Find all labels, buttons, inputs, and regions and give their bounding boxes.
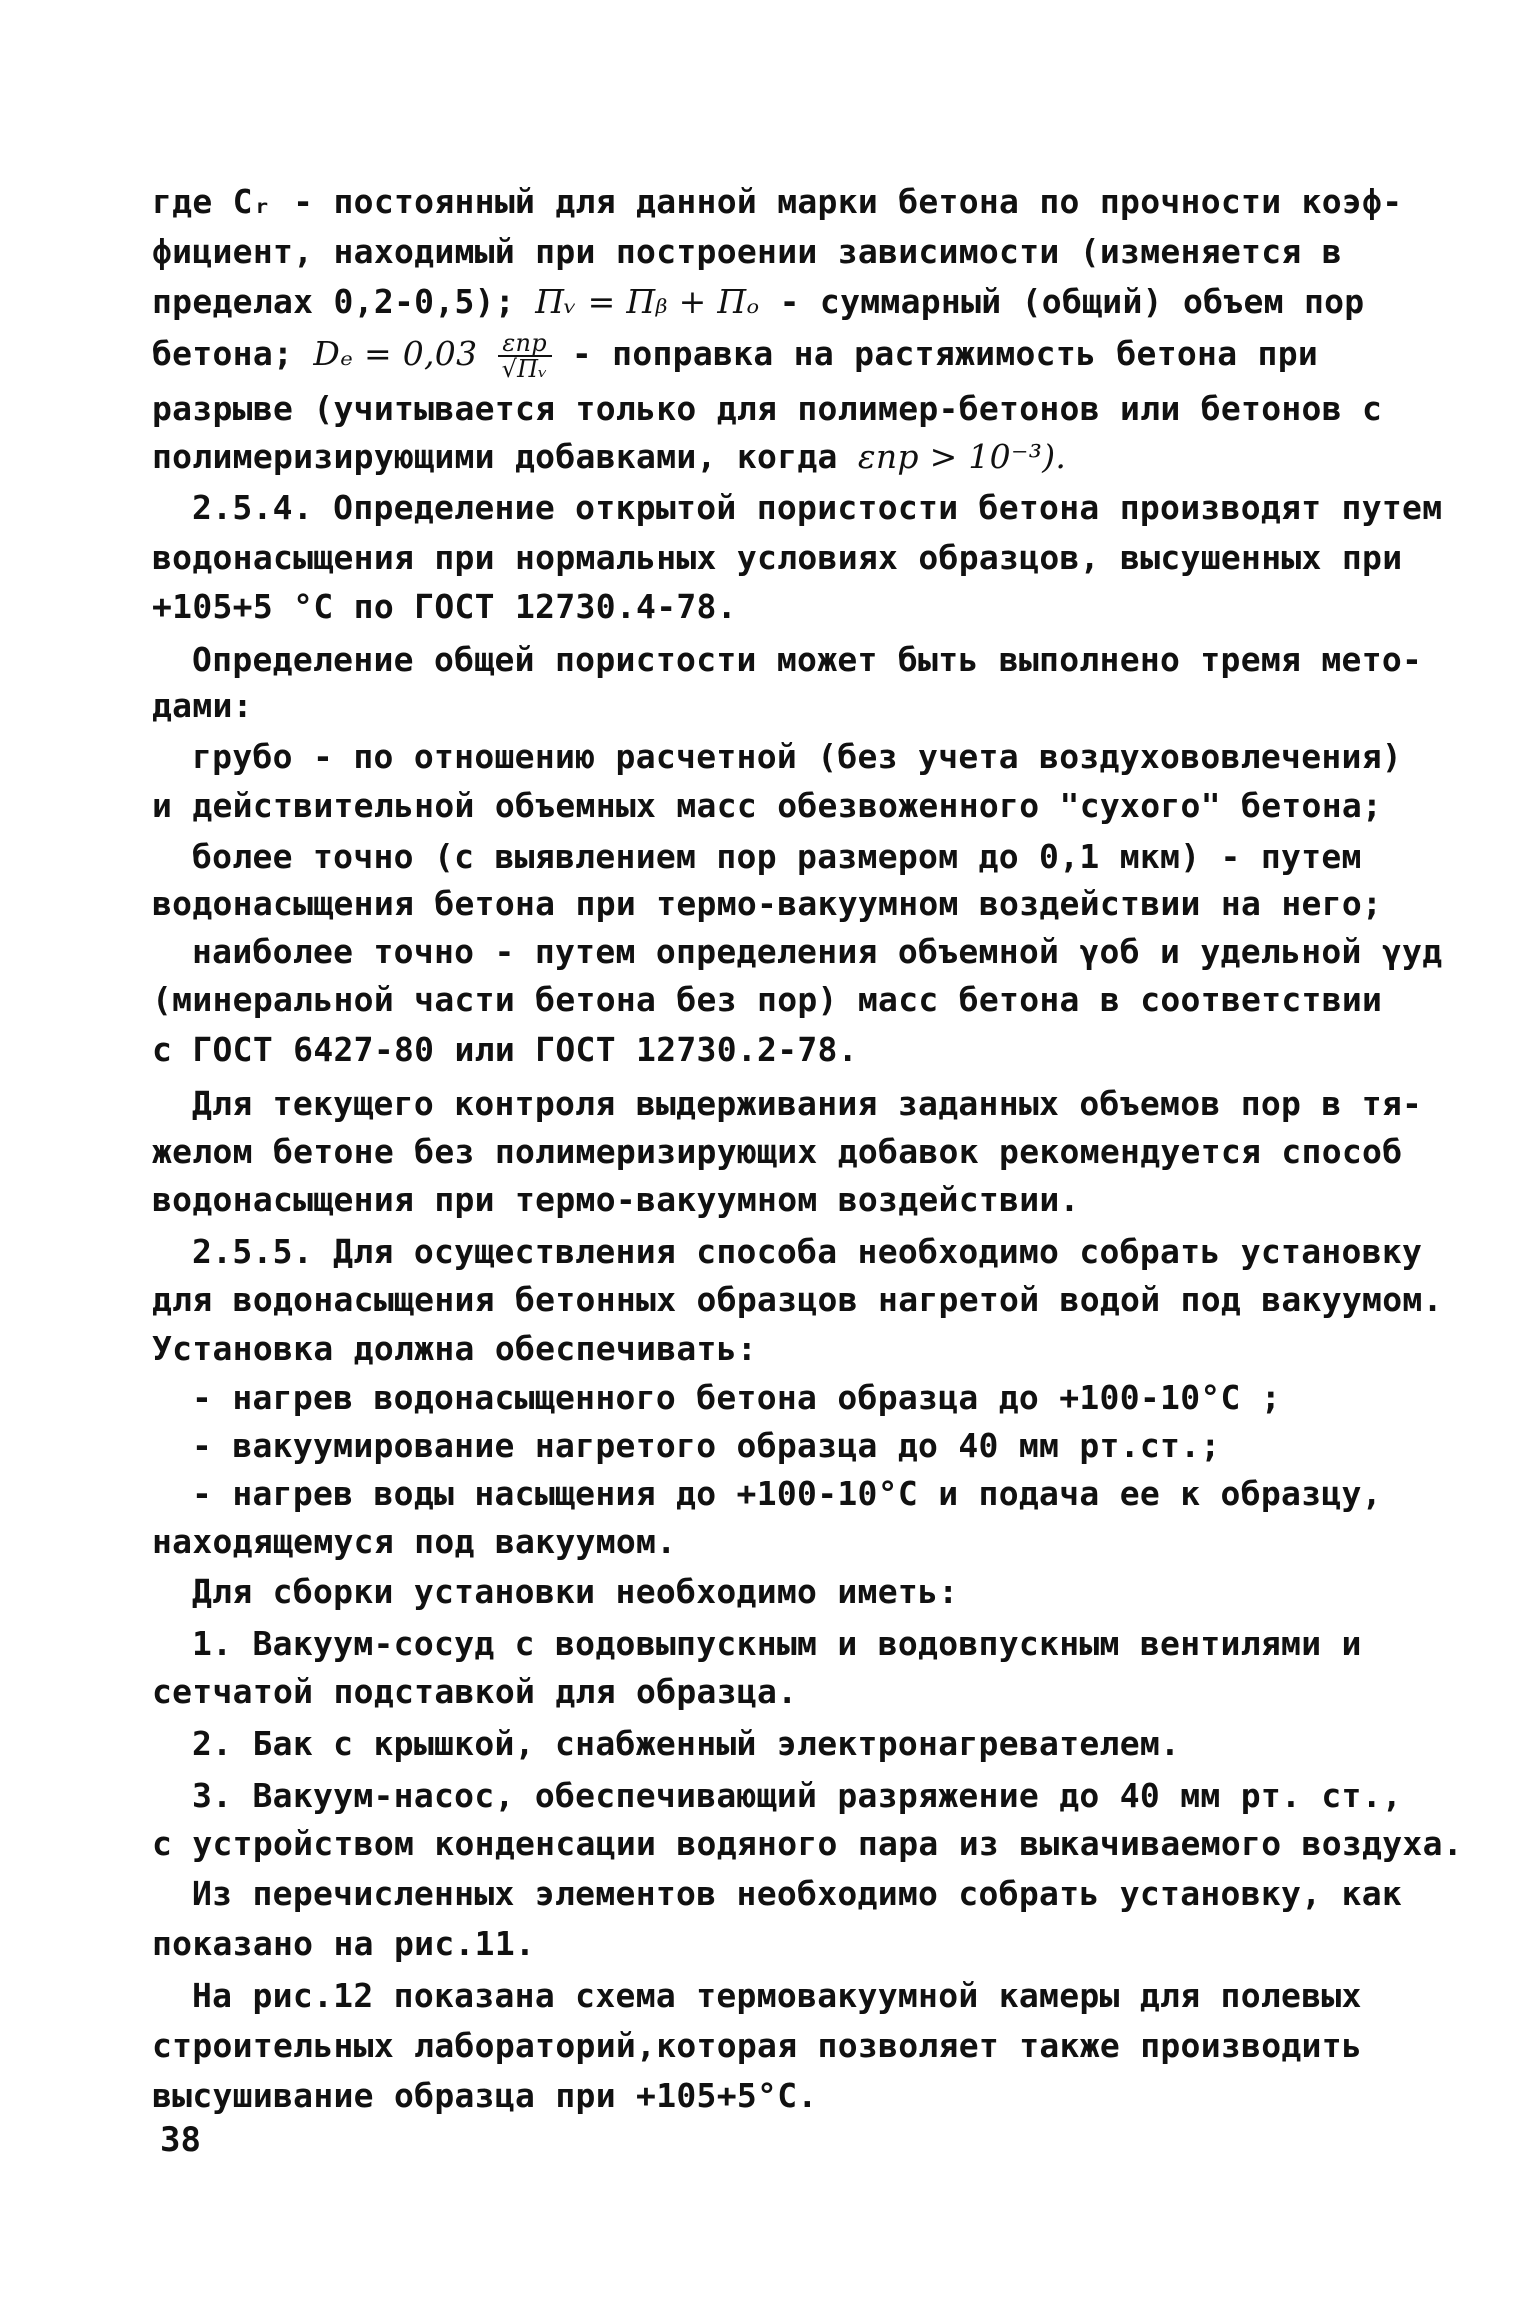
section-2-5-4-line-2: водонасыщения при нормальных условиях образцов, высушенных при [152,538,1403,577]
control-line-3: водонасыщения при термо-вакуумном воздействии. [152,1180,1080,1219]
control-line-2: желом бетоне без полимеризирующих добавок рекомендуется способ [152,1132,1403,1171]
section-2-5-4-line-1: 2.5.4. Определение открытой пористости бетона производят путем [192,488,1443,527]
more-precise-method-line-2: водонасыщения бетона при термо-вакуумном воздействии на него; [152,884,1383,923]
definition-line-1: где Сᵣ - постоянный для данной марки бетона по прочности коэф- [152,182,1403,221]
assemble-instruction-line-2: показано на рис.11. [152,1924,536,1963]
definition-line-6 [152,433,1066,481]
figure-note-line-1: На рис.12 показана схема термовакуумной камеры для полевых [192,1976,1362,2015]
requirement-water-heating-line-1: - нагрев воды насыщения до +100-10°С и подача ее к образцу, [192,1474,1382,1513]
definition-line-3-prefix: пределах 0,2-0,5); [152,282,516,321]
assembly-item-2: 2. Бак с крышкой, снабженный электронагревателем. [192,1724,1181,1763]
most-precise-method-line-3: с ГОСТ 6427-80 или ГОСТ 12730.2-78. [152,1030,858,1069]
rough-method-line-1: грубо - по отношению расчетной (без учета воздухововлечения) [192,737,1403,776]
section-2-5-5-line-1: 2.5.5. Для осуществления способа необходимо собрать установку [192,1232,1423,1271]
most-precise-method-line-2: (минеральной части бетона без пор) масс бетона в соответствии [152,980,1383,1019]
definition-line-3-suffix: - суммарный (общий) объем пор [779,282,1365,321]
control-line-1: Для текущего контроля выдерживания заданных объемов пор в тя- [192,1084,1423,1123]
definition-line-2: фициент, находимый при построении зависимости (изменяется в [152,232,1342,271]
correction-formula-lhs: Dₑ = 0,03 [313,334,478,373]
section-2-5-5-line-2: для водонасыщения бетонных образцов нагретой водой под вакуумом. [152,1280,1443,1319]
assembly-item-1-line-2: сетчатой подставкой для образца. [152,1672,798,1711]
more-precise-method-line-1: более точно (с выявлением пор размером до 0,1 мкм) - путем [192,837,1362,876]
correction-formula-numerator: εпр [498,331,552,357]
definition-line-4-prefix: бетона; [152,334,294,373]
figure-note-line-2: строительных лабораторий,которая позволяет также производить [152,2026,1363,2065]
correction-formula-fraction [498,328,552,383]
assemble-instruction-line-1: Из перечисленных элементов необходимо собрать установку, как [192,1874,1403,1913]
requirement-heating: - нагрев водонасыщенного бетона образца до +100-10°С ; [192,1378,1282,1417]
correction-formula-denominator: √Πᵥ [501,354,548,383]
requirement-vacuum: - вакуумирование нагретого образца до 40 мм рт.ст.; [192,1426,1221,1465]
assembly-item-3-line-2: с устройством конденсации водяного пара из выкачиваемого воздуха. [152,1824,1463,1863]
section-2-5-4-line-3: +105+5 °С по ГОСТ 12730.4-78. [152,587,737,626]
definition-line-3 [152,278,1364,326]
assembly-item-3-line-1: 3. Вакуум-насос, обеспечивающий разряжение до 40 мм рт. ст., [192,1776,1403,1815]
requirement-water-heating-line-2: находящемуся под вакуумом. [152,1522,677,1561]
rough-method-line-2: и действительной объемных масс обезвоженного "сухого" бетона; [152,786,1383,825]
section-2-5-5-line-3: Установка должна обеспечивать: [152,1329,758,1368]
figure-note-line-3: высушивание образца при +105+5°С. [152,2076,818,2115]
total-porosity-formula: Πᵥ = Πᵦ + Πₒ [535,282,760,321]
definition-line-4 [152,330,1318,381]
methods-intro-line-2: дами: [152,686,253,725]
strain-threshold-formula: εпр > 10⁻³). [857,437,1067,476]
methods-intro-line-1: Определение общей пористости может быть выполнено тремя мето- [192,640,1423,679]
page-number: 38 [160,2120,201,2160]
most-precise-method-line-1: наиболее точно - путем определения объемной γоб и удельной γуд [192,932,1443,971]
assembly-item-1-line-1: 1. Вакуум-сосуд с водовыпускным и водовпускным вентилями и [192,1624,1362,1663]
assembly-intro: Для сборки установки необходимо иметь: [192,1572,959,1611]
definition-line-4-suffix: - поправка на растяжимость бетона при [571,334,1319,373]
definition-line-5: разрыве (учитывается только для полимер-бетонов или бетонов с [152,389,1383,428]
definition-line-6-prefix: полимеризирующими добавками, когда [152,437,838,476]
